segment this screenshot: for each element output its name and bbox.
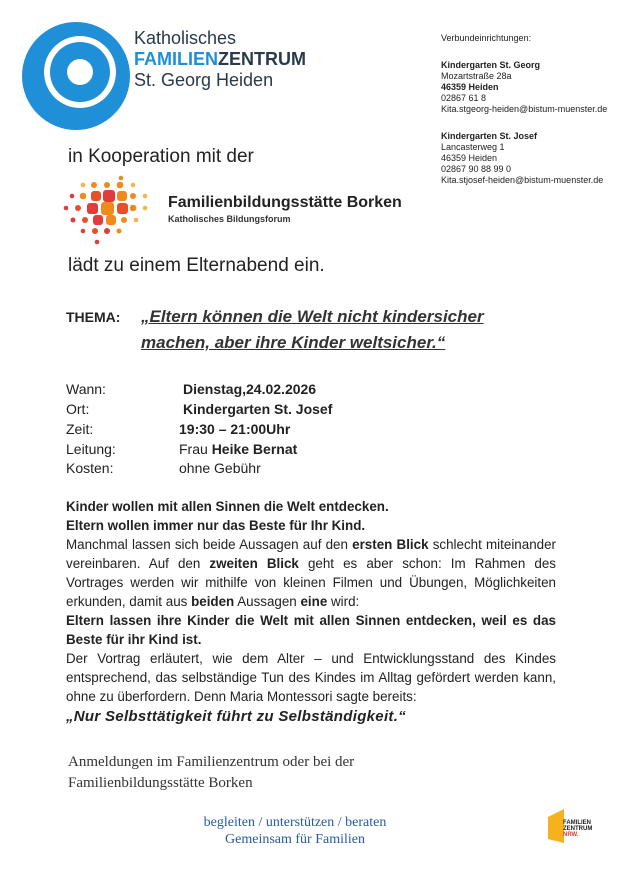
brand-line-1: Katholisches [134, 28, 237, 48]
slogan [160, 814, 430, 848]
body-bold-2: Eltern wollen immer nur das Beste für Ihr Kind. [66, 518, 366, 533]
p1-part-e: geht es aber schon: Im Rahmen des Vortrages werden wir mithilfe von kleinen Filmen und Übungen, Möglichkeiten erkunden, damit aus [66, 556, 556, 609]
body-bold-3: Eltern lassen ihre Kinder die Welt mit allen Sinnen entdecken, weil es das Beste für ihr Kind ist. [66, 613, 556, 647]
familienzentrum-nrw-logo-icon [548, 809, 564, 843]
kita2-phone: 02867 90 88 99 0 [441, 164, 512, 174]
detail-label-time: Zeit: [66, 421, 94, 437]
nrw-logo-text [563, 820, 592, 838]
affiliate-kita2 [441, 131, 603, 186]
affiliate-kita1 [441, 60, 607, 115]
brand-name [134, 28, 306, 91]
p1-part-g: Aussagen [234, 594, 301, 609]
p1-part-i: wird: [327, 594, 360, 609]
lead-name: Heike Bernat [211, 441, 298, 457]
nrw-line-3: NRW. [563, 832, 579, 838]
body-paragraph-2: Der Vortrag erläutert, wie dem Alter – und Entwicklungsstand des Kindes entsprechend, das selbständige Tun des Kindes im Alltag gefördert werden kann, ohne zu überfordern. Denn Maria Montessori sagte bereits: [66, 651, 556, 704]
nrw-line-1: FAMILIEN [563, 820, 591, 826]
slogan-line-1: begleiten / unterstützen / beraten [203, 815, 387, 830]
brand-fam: FAMILIEN [134, 49, 218, 69]
p1-part-c: schlecht miteinander vereinbaren. Auf den [66, 537, 556, 571]
topic-line-2: machen, aber ihre Kinder weltsicher.“ [141, 333, 446, 352]
detail-value-cost: ohne Gebühr [179, 460, 261, 476]
registration-note [68, 752, 354, 794]
familienzentrum-logo-icon [22, 22, 130, 130]
kita1-email: Kita.stgeorg-heiden@bistum-muenster.de [441, 104, 608, 114]
montessori-quote: „Nur Selbsttätigkeit führt zu Selbständigkeit.“ [66, 708, 406, 725]
body-bold-1: Kinder wollen mit allen Sinnen die Welt entdecken. [66, 499, 389, 514]
kita2-city: 46359 Heiden [441, 153, 498, 163]
topic-line-1: „Eltern können die Welt nicht kindersicher [141, 307, 484, 326]
detail-label-lead: Leitung: [66, 441, 116, 457]
p1-one: eine [300, 594, 328, 609]
topic-label: THEMA: [66, 309, 121, 325]
p1-part-a: Manchmal lassen sich beide Aussagen auf den [66, 537, 353, 552]
detail-value-time: 19:30 – 21:00Uhr [179, 421, 291, 437]
dots-logo-icon [63, 174, 159, 250]
kita1-city: 46359 Heiden [441, 82, 499, 92]
kita1-street: Mozartstraße 28a [441, 71, 512, 81]
kita2-name: Kindergarten St. Josef [441, 131, 538, 141]
p1-both: beiden [191, 594, 235, 609]
brand-line-2 [134, 49, 306, 70]
topic-text [141, 304, 521, 356]
detail-label-when: Wann: [66, 381, 106, 397]
body-paragraph-1 [66, 535, 556, 611]
kita2-street: Lancasterweg 1 [441, 142, 505, 152]
body-text [66, 497, 556, 726]
lead-prefix: Frau [179, 441, 212, 457]
partner-title: Familienbildungsstätte Borken [168, 194, 402, 211]
detail-label-cost: Kosten: [66, 460, 114, 476]
cooperation-text: in Kooperation mit der [68, 146, 254, 167]
registration-line-2: Familienbildungsstätte Borken [68, 775, 253, 791]
kita1-name: Kindergarten St. Georg [441, 60, 541, 70]
invitation-text: lädt zu einem Elternabend ein. [68, 255, 325, 276]
detail-value-when: Dienstag,24.02.2026 [183, 381, 317, 397]
p1-first-glance: ersten Blick [352, 537, 429, 552]
affiliates-heading: Verbundeinrichtungen: [441, 33, 532, 43]
nrw-line-2: ZENTRUM [563, 826, 593, 832]
partner-subtitle: Katholisches Bildungsforum [168, 214, 291, 224]
detail-value-place: Kindergarten St. Josef [183, 401, 333, 417]
p1-second-glance: zweiten Blick [209, 556, 299, 571]
brand-zentrum: ZENTRUM [218, 49, 306, 69]
detail-label-place: Ort: [66, 401, 90, 417]
kita1-phone: 02867 61 8 [441, 93, 487, 103]
brand-line-3: St. Georg Heiden [134, 70, 274, 90]
detail-value-lead [179, 441, 297, 457]
kita2-email: Kita.stjosef-heiden@bistum-muenster.de [441, 175, 604, 185]
slogan-line-2: Gemeinsam für Familien [225, 832, 365, 847]
registration-line-1: Anmeldungen im Familienzentrum oder bei der [68, 754, 355, 770]
